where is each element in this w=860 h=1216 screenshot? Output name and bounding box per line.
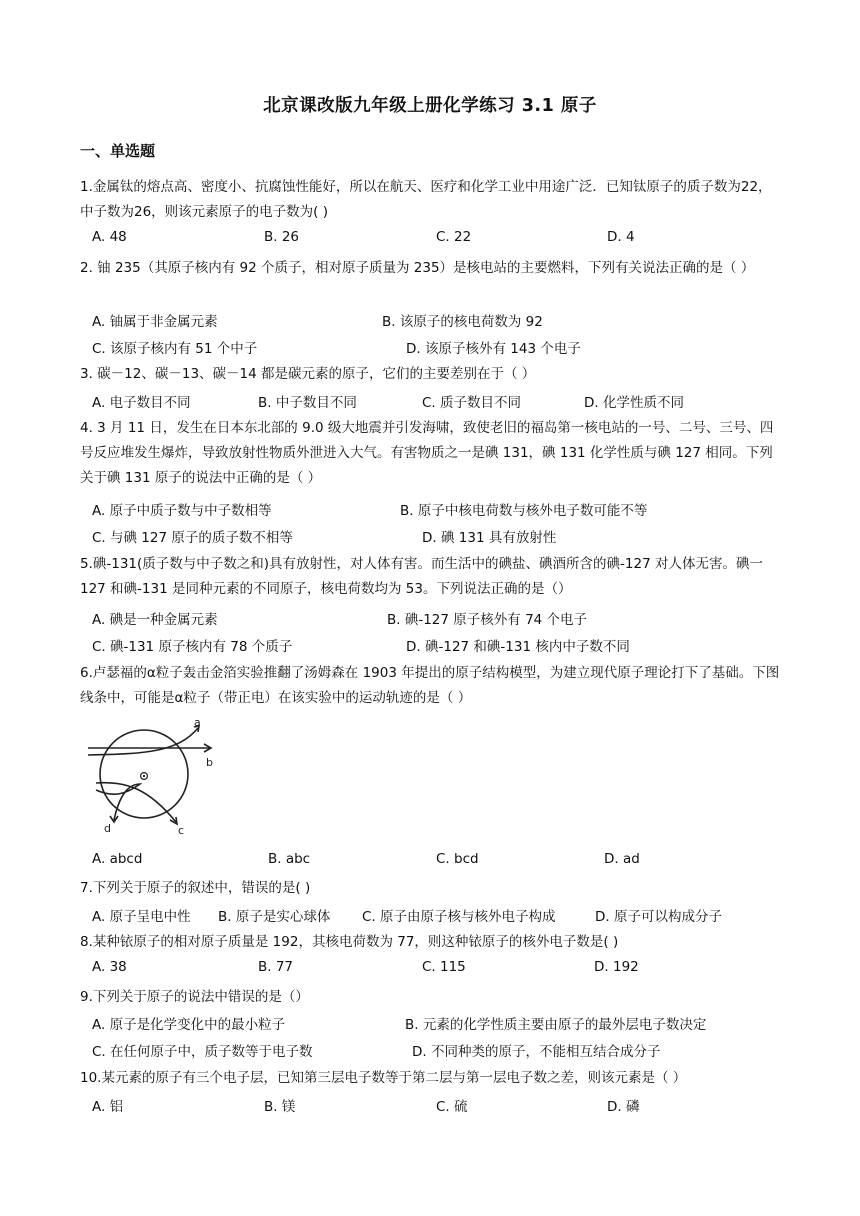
option-d[interactable]: D. ad (604, 851, 640, 867)
option-a[interactable]: A. 48 (92, 229, 127, 245)
question-text: 10.某元素的原子有三个电子层，已知第三层电子数等于第二层与第一层电子数之差，则该元素是（ ） (80, 1070, 687, 1086)
options-4a (92, 499, 782, 523)
option-d[interactable]: D. 192 (594, 959, 639, 975)
question-text: 6.卢瑟福的α粒子轰击金箔实验推翻了汤姆森在 1903 年提出的原子结构模型，为建立现代原子理论打下了基础。下图线条中，可能是α粒子（带正电）在该实验中的运动轨迹的是（ ） (80, 665, 780, 706)
option-b[interactable]: B. 26 (264, 229, 300, 245)
option-c[interactable]: C. 原子由原子核与核外电子构成 (362, 909, 556, 925)
option-c[interactable]: C. 115 (422, 959, 466, 975)
question-4 (80, 416, 780, 491)
options-5b (92, 635, 782, 659)
options-9a (92, 1013, 782, 1037)
options-3 (92, 391, 782, 415)
option-c[interactable]: C. 硫 (436, 1099, 468, 1115)
alpha-scattering-diagram (86, 718, 226, 840)
option-d[interactable]: D. 不同种类的原子，不能相互结合成分子 (412, 1044, 661, 1060)
section-heading: 一、单选题 (80, 142, 156, 160)
options-10 (92, 1095, 782, 1119)
option-a[interactable]: A. 38 (92, 959, 127, 975)
option-d[interactable]: D. 碘 131 具有放射性 (422, 530, 557, 546)
option-b[interactable]: B. 中子数目不同 (258, 395, 357, 411)
label-a: a (194, 718, 201, 729)
question-text: 5.碘-131(质子数与中子数之和)具有放射性，对人体有害。而生活中的碘盐、碘酒所含的碘-127 对人体无害。碘一 127 和碘-131 是同种元素的不同原子，核电荷数均为 53。下列说法正确的是（） (80, 556, 763, 597)
atom-circle (100, 730, 188, 818)
option-d[interactable]: D. 磷 (607, 1099, 640, 1115)
options-2b (92, 337, 782, 361)
option-c[interactable]: C. 在任何原子中，质子数等于电子数 (92, 1044, 313, 1060)
option-a[interactable]: A. 原子是化学变化中的最小粒子 (92, 1017, 286, 1033)
question-5 (80, 552, 780, 602)
question-text: 3. 碳－12、碳－13、碳－14 都是碳元素的原子，它们的主要差别在于（ ） (80, 366, 536, 382)
option-a[interactable]: A. 原子中质子数与中子数相等 (92, 503, 272, 519)
option-a[interactable]: A. 原子呈电中性 (92, 909, 191, 925)
option-c[interactable]: C. 该原子核内有 51 个中子 (92, 341, 258, 357)
option-c[interactable]: C. 与碘 127 原子的质子数不相等 (92, 530, 293, 546)
question-7 (80, 876, 780, 901)
track-c (96, 783, 176, 822)
question-text: 9.下列关于原子的说法中错误的是（） (80, 989, 309, 1005)
options-4b (92, 526, 782, 550)
question-8 (80, 930, 780, 955)
options-5a (92, 608, 782, 632)
option-b[interactable]: B. 元素的化学性质主要由原子的最外层电子数决定 (405, 1017, 707, 1033)
label-b: b (206, 756, 213, 769)
option-c[interactable]: C. 22 (436, 229, 472, 245)
options-6 (92, 851, 782, 875)
option-b[interactable]: B. 碘-127 原子核外有 74 个电子 (387, 612, 588, 628)
option-d[interactable]: D. 碘-127 和碘-131 核内中子数不同 (406, 639, 630, 655)
question-text: 2. 铀 235（其原子核内有 92 个质子，相对原子质量为 235）是核电站的主要燃料，下列有关说法正确的是（ ） (80, 260, 755, 276)
option-a[interactable]: A. abcd (92, 851, 143, 867)
option-a[interactable]: A. 铝 (92, 1099, 124, 1115)
question-2 (80, 256, 780, 281)
question-text: 7.下列关于原子的叙述中，错误的是( ) (80, 880, 311, 896)
option-c[interactable]: C. 碘-131 原子核内有 78 个质子 (92, 639, 293, 655)
label-c: c (178, 824, 185, 837)
page-title: 北京课改版九年级上册化学练习 3.1 原子 (263, 96, 597, 116)
option-a[interactable]: A. 铀属于非金属元素 (92, 314, 218, 330)
question-6 (80, 661, 780, 711)
question-3 (80, 362, 780, 387)
label-d: d (104, 822, 111, 835)
option-b[interactable]: B. abc (268, 851, 311, 867)
option-d[interactable]: D. 化学性质不同 (584, 395, 684, 411)
nucleus-dot (143, 775, 145, 777)
question-text: 4. 3 月 11 日，发生在日本东北部的 9.0 级大地震并引发海啸，致使老旧的福岛第一核电站的一号、二号、三号、四号反应堆发生爆炸，导致放射性物质外泄进入大气。有害物质之一是碘 131，碘 131 化学性质与碘 127 相同。下列关于碘 131 原子的说法中正确的是（ ） (80, 420, 774, 486)
question-text: 8.某种铱原子的相对原子质量是 192，其核电荷数为 77，则这种铱原子的核外电子数是( ) (80, 934, 619, 950)
option-a[interactable]: A. 碘是一种金属元素 (92, 612, 218, 628)
options-9b (92, 1040, 782, 1064)
option-c[interactable]: C. bcd (436, 851, 479, 867)
option-b[interactable]: B. 该原子的核电荷数为 92 (382, 314, 543, 330)
option-b[interactable]: B. 原子是实心球体 (218, 909, 331, 925)
options-1 (92, 229, 782, 253)
option-a[interactable]: A. 电子数目不同 (92, 395, 191, 411)
option-d[interactable]: D. 原子可以构成分子 (595, 909, 722, 925)
question-10 (80, 1066, 780, 1091)
options-2a (92, 310, 782, 334)
option-d[interactable]: D. 4 (607, 229, 635, 245)
option-c[interactable]: C. 质子数目不同 (422, 395, 522, 411)
options-7 (92, 905, 782, 929)
option-d[interactable]: D. 该原子核外有 143 个电子 (406, 341, 581, 357)
option-b[interactable]: B. 77 (258, 959, 294, 975)
options-8 (92, 959, 782, 983)
option-b[interactable]: B. 原子中核电荷数与核外电子数可能不等 (400, 503, 648, 519)
option-b[interactable]: B. 镁 (264, 1099, 296, 1115)
question-text: 1.金属钛的熔点高、密度小、抗腐蚀性能好，所以在航天、医疗和化学工业中用途广泛．已知钛原子的质子数为22，中子数为26，则该元素原子的电子数为( ) (80, 179, 772, 220)
question-9 (80, 985, 780, 1010)
question-1 (80, 175, 780, 225)
